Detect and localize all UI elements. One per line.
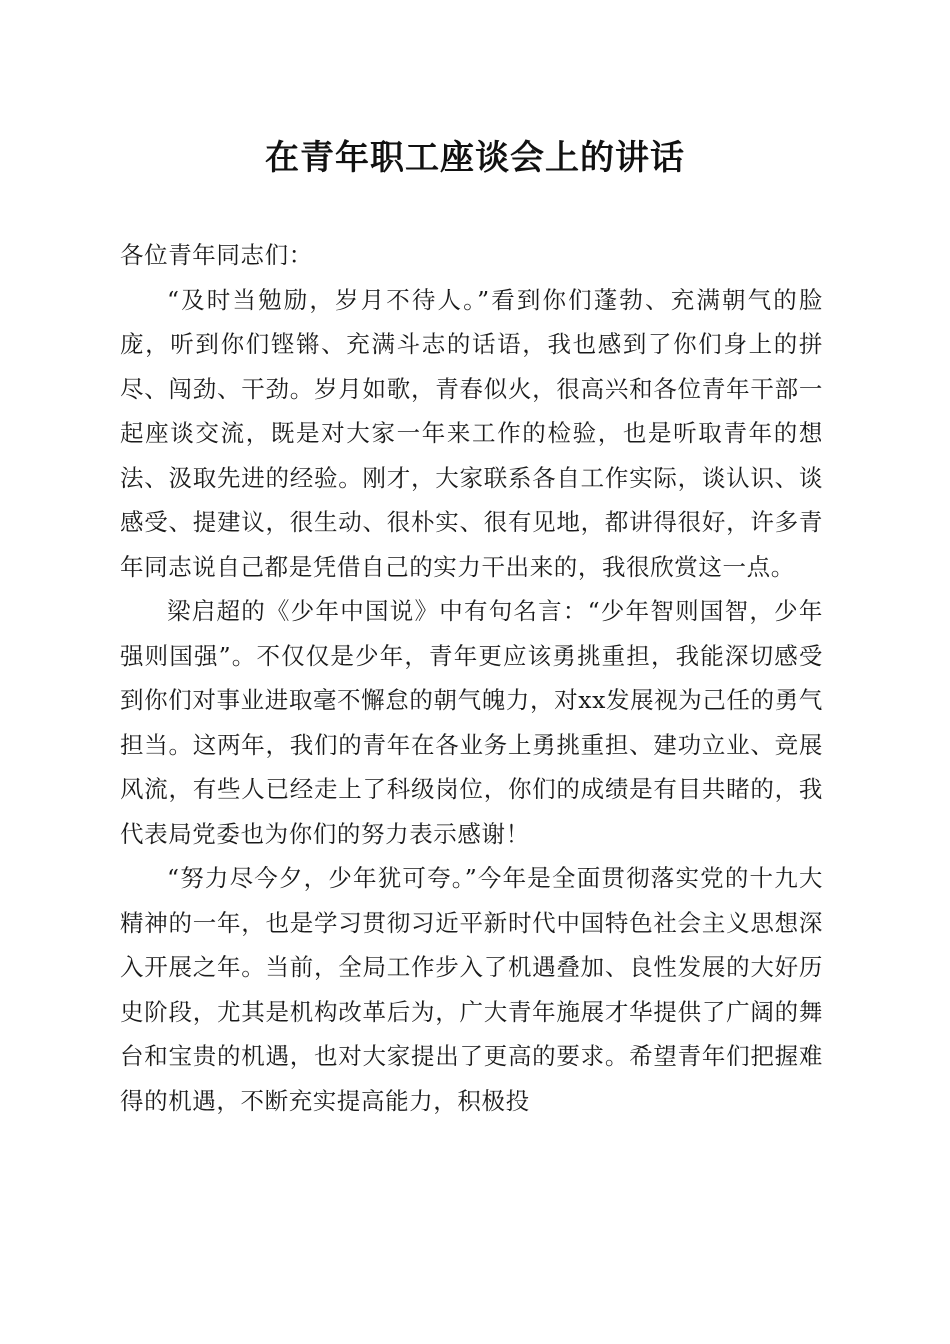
salutation: 各位青年同志们： (120, 241, 313, 269)
document-body (120, 233, 823, 1123)
document-title: 在青年职工座谈会上的讲话 (265, 138, 685, 178)
paragraph-1: “及时当勉励，岁月不待人。”看到你们蓬勃、充满朝气的脸庞，听到你们铿锵、充满斗志的话语，我也感到了你们身上的拼尽、闯劲、干劲。岁月如歌，青春似火，很高兴和各位青年干部一起座谈交流，既是对大家一年来工作的检验，也是听取青年的想法、汲取先进的经验。刚才，大家联系各自工作实际，谈认识、谈感受、提建议，很生动、很朴实、很有见地，都讲得很好，许多青年同志说自己都是凭借自己的实力干出来的，我很欣赏这一点。 (120, 285, 823, 581)
paragraph-3: “努力尽今夕，少年犹可夸。”今年是全面贯彻落实党的十九大精神的一年，也是学习贯彻习近平新时代中国特色社会主义思想深入开展之年。当前，全局工作步入了机遇叠加、良性发展的大好历史阶段，尤其是机构改革后为，广大青年施展才华提供了广阔的舞台和宝贵的机遇，也对大家提出了更高的要求。希望青年们把握难得的机遇，不断充实提高能力，积极投 (120, 864, 823, 1115)
paragraph-2: 梁启超的《少年中国说》中有句名言：“少年智则国智，少年强则国强”。不仅仅是少年，青年更应该勇挑重担，我能深切感受到你们对事业进取毫不懈怠的朝气魄力，对xx发展视为己任的勇气担当。这两年，我们的青年在各业务上勇挑重担、建功立业、竞展风流，有些人已经走上了科级岗位，你们的成绩是有目共睹的，我代表局党委也为你们的努力表示感谢！ (120, 597, 823, 848)
